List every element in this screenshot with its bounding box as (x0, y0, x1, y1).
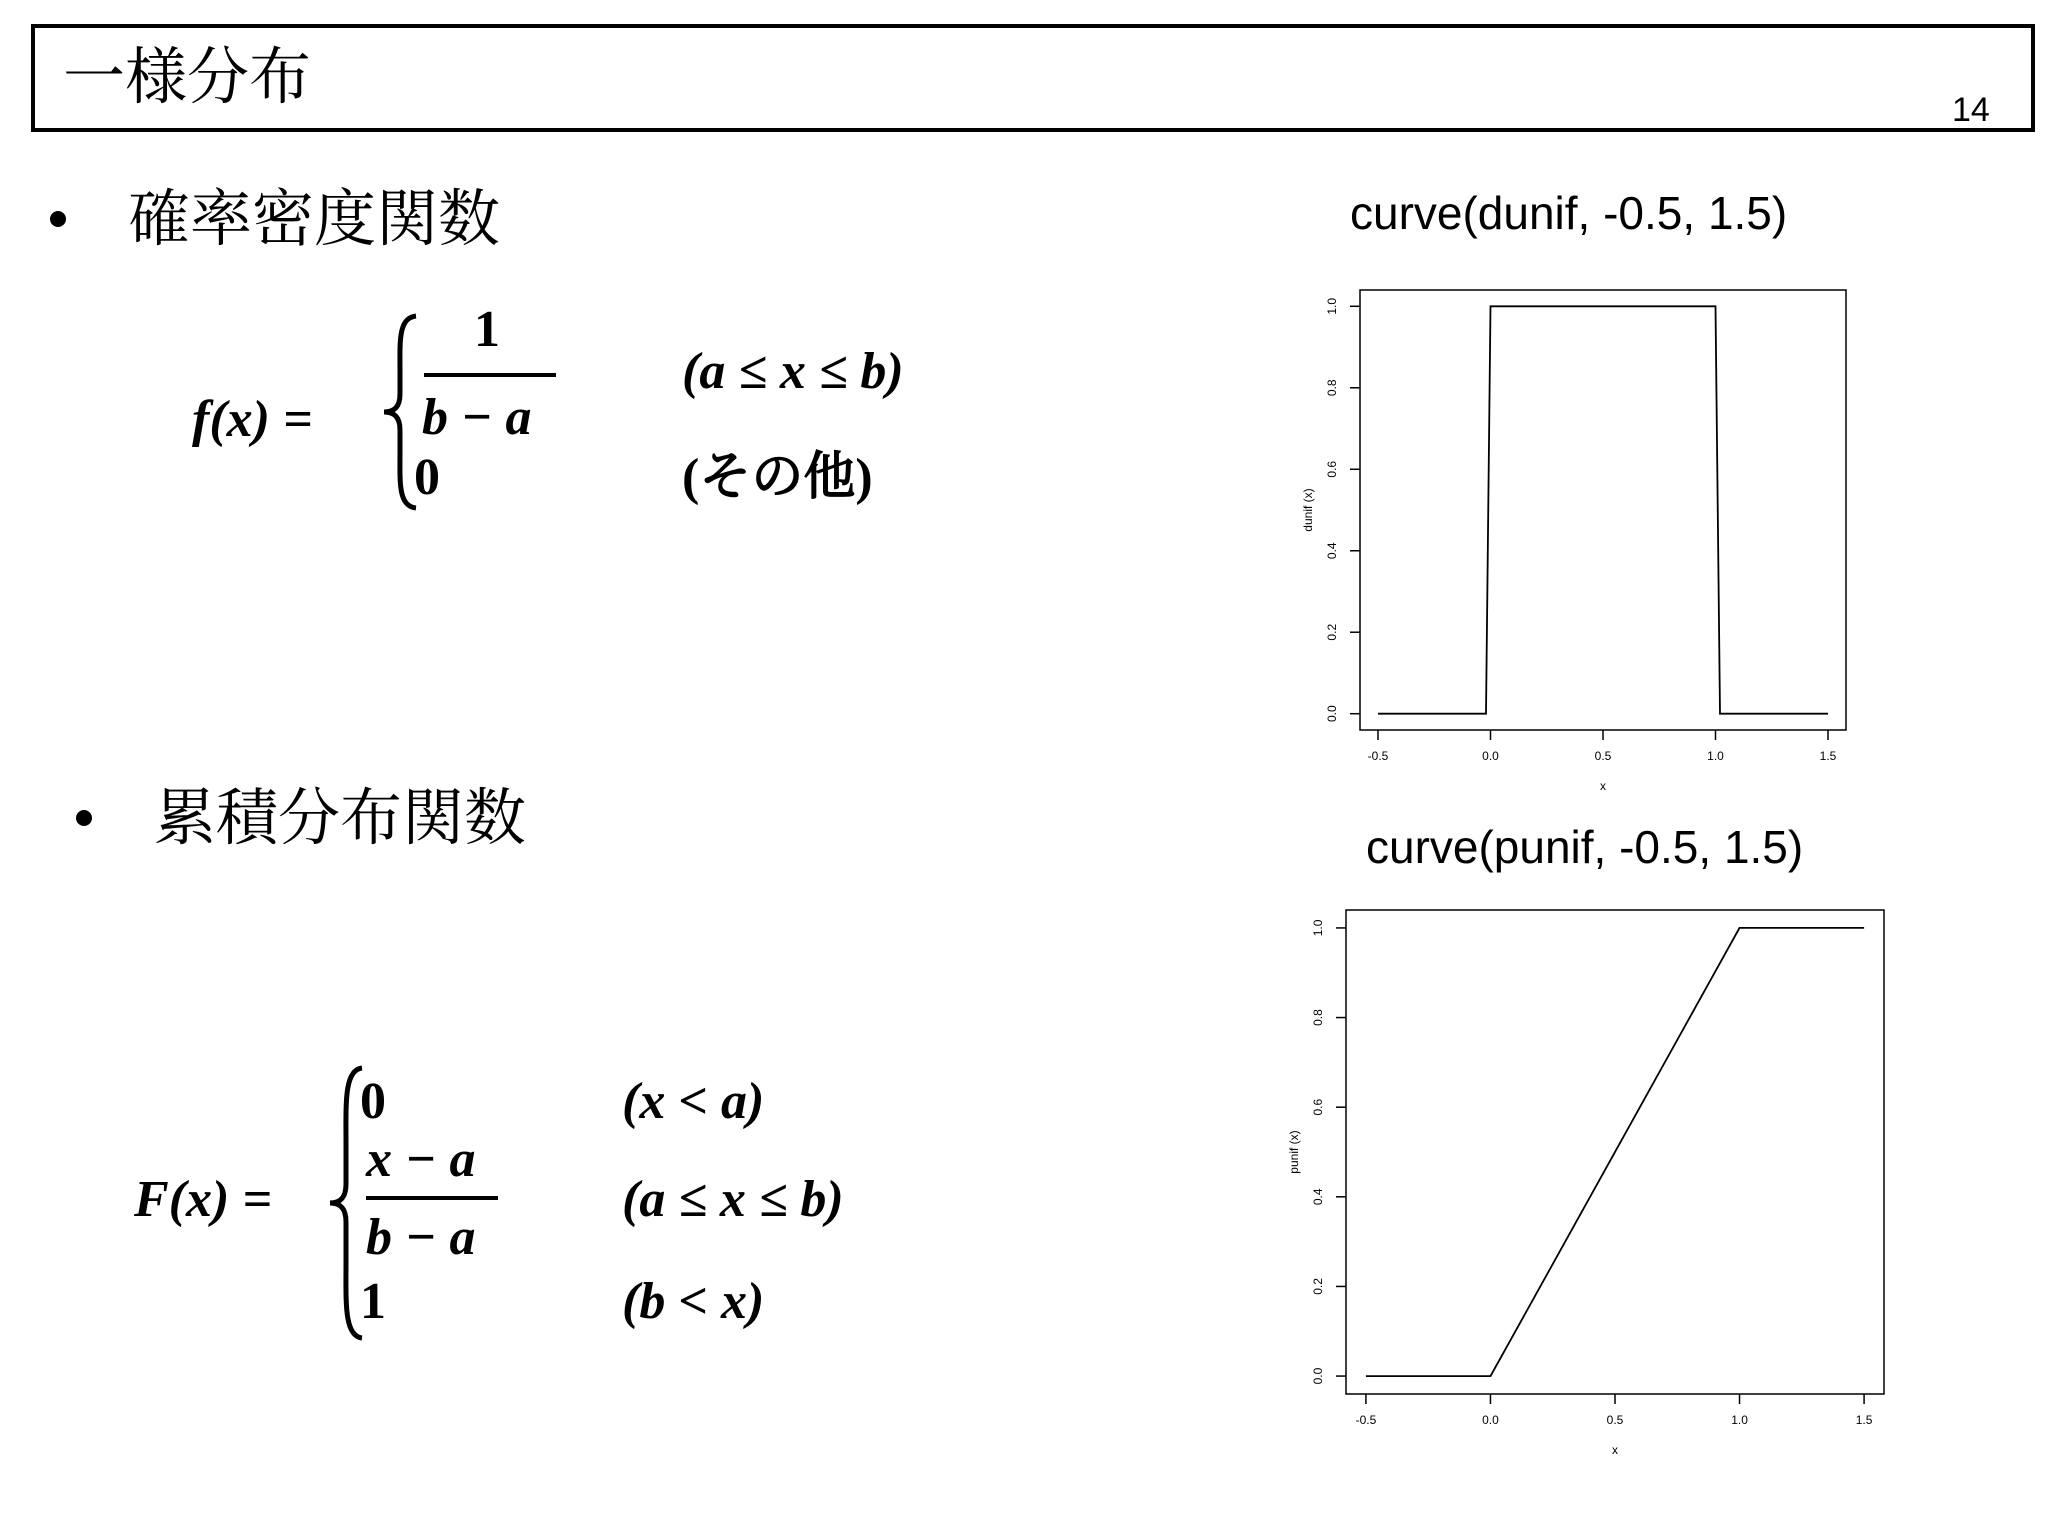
y-tick-label: 0.4 (1311, 1188, 1325, 1206)
x-axis-label: x (1612, 1443, 1618, 1457)
x-tick-label: 0.5 (1606, 1413, 1624, 1427)
y-tick-label: 0.8 (1325, 379, 1339, 397)
x-tick-label: 1.0 (1707, 749, 1724, 763)
x-tick-label: -0.5 (1367, 749, 1389, 763)
plot-svg (1290, 280, 1860, 800)
pdf-case1-condition: (a ≤ x ≤ b) (682, 343, 904, 400)
cdf-fraction-bar (366, 1196, 498, 1200)
y-tick-label: 0.6 (1325, 460, 1339, 478)
page-number: 14 (1952, 91, 1990, 129)
slide-title: 一様分布 (63, 40, 312, 113)
pdf-case2-condition: (その他) (682, 449, 873, 506)
pdf-heading: 確率密度関数 (128, 182, 501, 255)
cdf-case3-condition: (b < x) (622, 1273, 765, 1330)
series-line (1378, 306, 1828, 713)
pdf-case2-value: 0 (414, 449, 440, 506)
x-tick-label: 1.5 (1855, 1413, 1873, 1427)
slide-title-box (31, 24, 2035, 132)
y-tick-label: 0.0 (1311, 1367, 1325, 1385)
cdf-case2-denominator: b − a (366, 1209, 476, 1266)
punif-plot (1276, 900, 1896, 1474)
x-tick-label: -0.5 (1355, 1413, 1377, 1427)
y-tick-label: 0.4 (1325, 542, 1339, 560)
punif-chart-title: curve(punif, -0.5, 1.5) (1366, 821, 1804, 873)
cdf-case2-numerator: x − a (366, 1131, 476, 1188)
x-axis-label: x (1600, 779, 1606, 793)
pdf-case1-denominator: b − a (422, 389, 532, 446)
cdf-lhs: F(x) = (134, 1171, 272, 1228)
plot-frame (1360, 290, 1846, 730)
y-tick-label: 1.0 (1325, 297, 1339, 315)
cdf-case1-condition: (x < a) (622, 1073, 765, 1130)
cdf-case2-condition: (a ≤ x ≤ b) (622, 1171, 844, 1228)
y-tick-label: 0.8 (1311, 1009, 1325, 1026)
y-tick-label: 1.0 (1311, 919, 1325, 937)
cdf-heading: 累積分布関数 (154, 781, 527, 854)
x-tick-label: 0.0 (1482, 749, 1499, 763)
y-tick-label: 0.2 (1311, 1278, 1325, 1295)
bullet-cdf (76, 781, 526, 855)
pdf-case1-numerator: 1 (474, 301, 500, 358)
y-tick-label: 0.6 (1311, 1098, 1325, 1116)
dunif-plot (1290, 280, 1860, 804)
bullet-pdf (50, 182, 500, 256)
y-tick-label: 0.0 (1325, 705, 1339, 723)
x-tick-label: 1.0 (1731, 1413, 1748, 1427)
y-tick-label: 0.2 (1325, 623, 1339, 641)
y-axis-label: dunif (x) (1301, 488, 1315, 532)
cdf-case1-value: 0 (360, 1073, 386, 1130)
cdf-case3-value: 1 (360, 1273, 386, 1330)
x-tick-label: 1.5 (1819, 749, 1837, 763)
x-tick-label: 0.5 (1594, 749, 1612, 763)
series-line (1366, 928, 1864, 1376)
pdf-fraction-bar (424, 373, 556, 377)
dunif-chart-title: curve(dunif, -0.5, 1.5) (1350, 187, 1788, 239)
pdf-lhs: f(x) = (192, 391, 313, 448)
x-tick-label: 0.0 (1482, 1413, 1499, 1427)
y-axis-label: punif (x) (1287, 1130, 1301, 1174)
bullet-icon (50, 211, 66, 227)
bullet-icon (76, 810, 92, 826)
plot-svg (1276, 900, 1896, 1470)
